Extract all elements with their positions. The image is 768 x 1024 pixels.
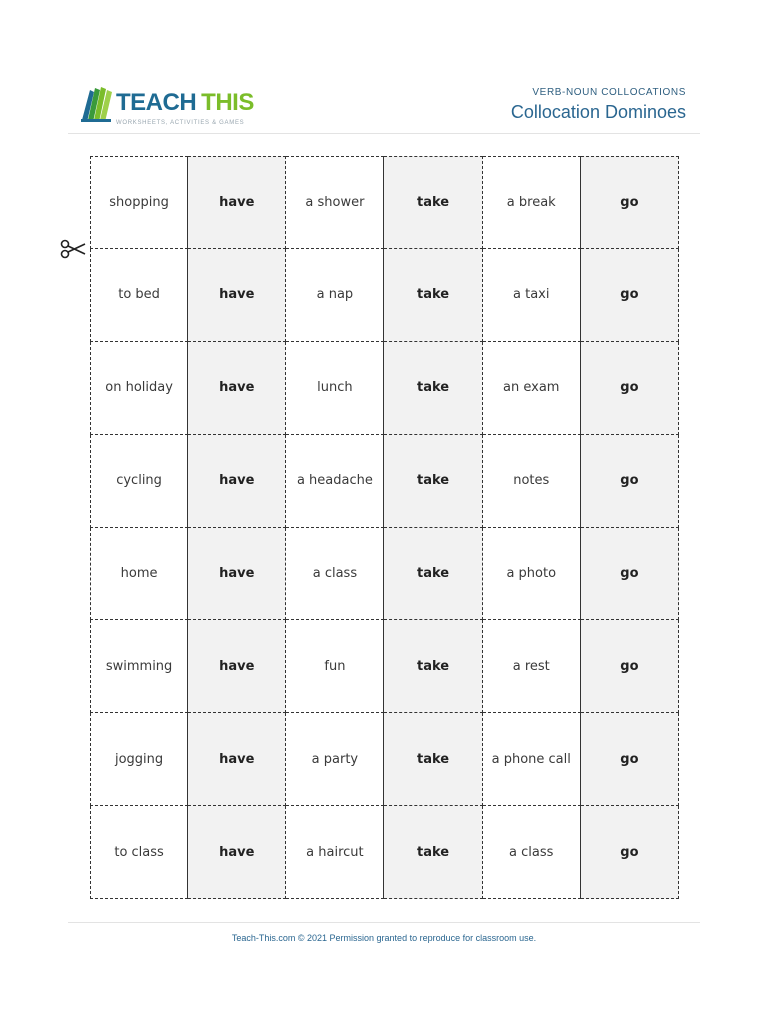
domino-cell: go xyxy=(581,713,679,806)
domino-cell: a haircut xyxy=(286,806,384,899)
domino-cell: go xyxy=(581,342,679,435)
page-header xyxy=(68,78,700,134)
domino-cell: to class xyxy=(90,806,188,899)
domino-cell: on holiday xyxy=(90,342,188,435)
page-title: Collocation Dominoes xyxy=(510,102,686,122)
domino-cell: go xyxy=(581,806,679,899)
domino-cell: have xyxy=(188,342,286,435)
scissors-icon xyxy=(60,238,86,260)
domino-cell: swimming xyxy=(90,620,188,713)
domino-cell: have xyxy=(188,435,286,528)
footer-divider xyxy=(68,922,700,923)
domino-cell: have xyxy=(188,620,286,713)
domino-cell: have xyxy=(188,713,286,806)
domino-cell: shopping xyxy=(90,156,188,249)
book-logo-icon xyxy=(80,84,114,124)
domino-cell: go xyxy=(581,435,679,528)
domino-grid xyxy=(90,156,679,899)
domino-cell: a rest xyxy=(483,620,581,713)
domino-cell: take xyxy=(384,435,482,528)
domino-cell: a class xyxy=(286,528,384,621)
teach-this-logo xyxy=(80,84,260,128)
header-divider xyxy=(68,133,700,134)
domino-cell: fun xyxy=(286,620,384,713)
domino-cell: take xyxy=(384,249,482,342)
domino-cell: take xyxy=(384,806,482,899)
domino-cell: a nap xyxy=(286,249,384,342)
logo-wordmark xyxy=(116,90,254,116)
domino-cell: have xyxy=(188,806,286,899)
domino-cell: home xyxy=(90,528,188,621)
logo-tagline: WORKSHEETS, ACTIVITIES & GAMES xyxy=(116,120,245,126)
domino-cell: have xyxy=(188,156,286,249)
domino-cell: cycling xyxy=(90,435,188,528)
domino-cell: a phone call xyxy=(483,713,581,806)
domino-cell: jogging xyxy=(90,713,188,806)
domino-cell: take xyxy=(384,528,482,621)
domino-cell: lunch xyxy=(286,342,384,435)
domino-cell: take xyxy=(384,342,482,435)
domino-cell: have xyxy=(188,528,286,621)
domino-cell: a party xyxy=(286,713,384,806)
domino-cell: a photo xyxy=(483,528,581,621)
domino-cell: take xyxy=(384,156,482,249)
copyright-footer: Teach-This.com © 2021 Permission granted to reproduce for classroom use. xyxy=(231,933,537,943)
domino-cell: an exam xyxy=(483,342,581,435)
domino-cell: have xyxy=(188,249,286,342)
domino-cell: notes xyxy=(483,435,581,528)
domino-cell: take xyxy=(384,620,482,713)
domino-cell: go xyxy=(581,528,679,621)
logo-word-this: THIS xyxy=(201,89,254,116)
domino-cell: take xyxy=(384,713,482,806)
domino-cell: go xyxy=(581,620,679,713)
domino-cell: go xyxy=(581,156,679,249)
domino-cell: a headache xyxy=(286,435,384,528)
worksheet-category: VERB-NOUN COLLOCATIONS xyxy=(532,87,686,98)
domino-cell: a class xyxy=(483,806,581,899)
domino-cell: a taxi xyxy=(483,249,581,342)
domino-cell: a shower xyxy=(286,156,384,249)
domino-cell: to bed xyxy=(90,249,188,342)
domino-cell: go xyxy=(581,249,679,342)
logo-word-teach: TEACH xyxy=(116,89,197,116)
domino-cell: a break xyxy=(483,156,581,249)
